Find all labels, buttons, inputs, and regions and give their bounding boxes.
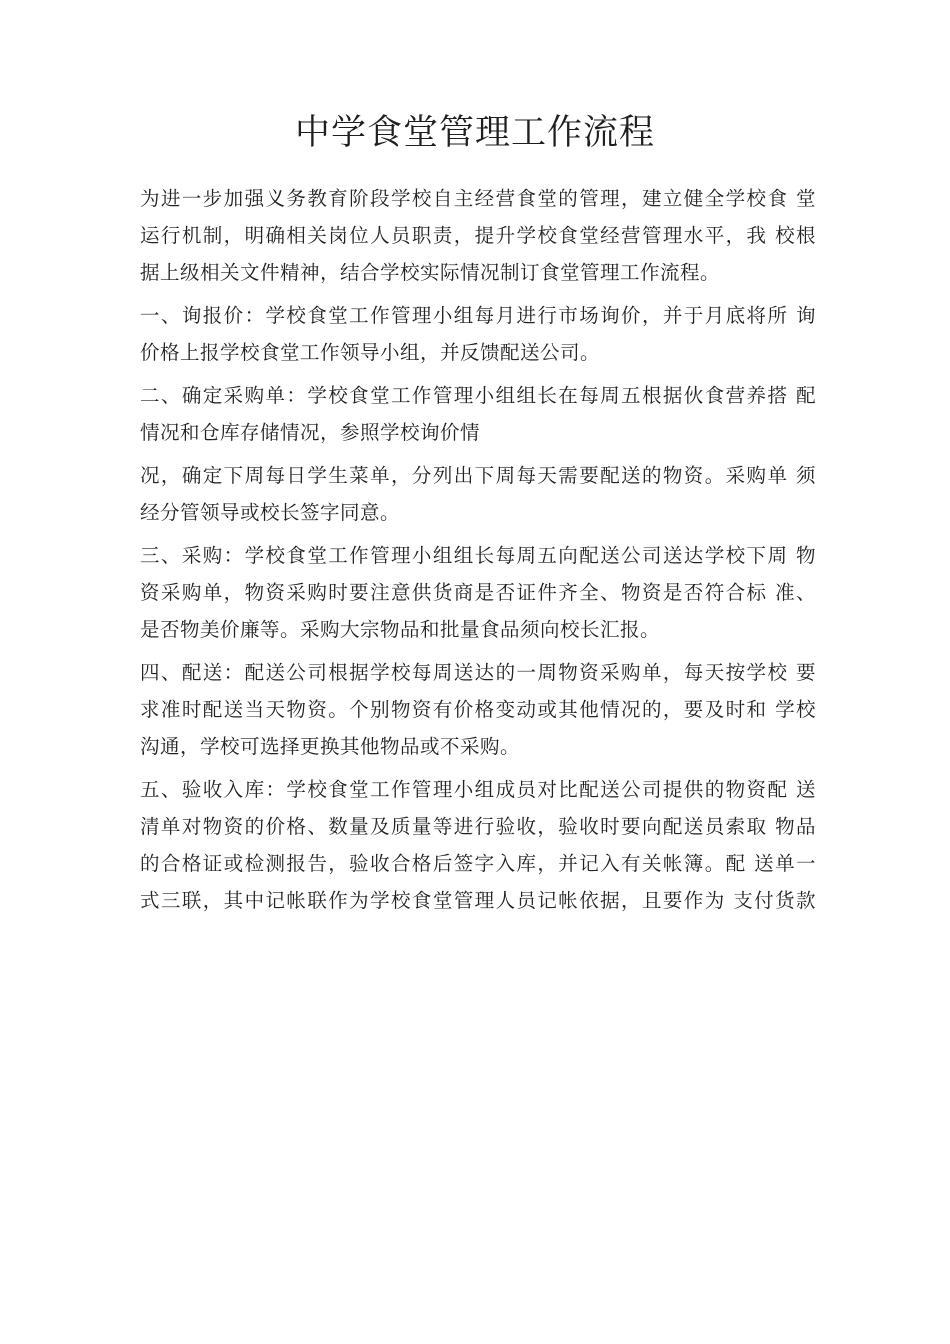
text-line: 经分管领导或校长签字同意。: [140, 501, 401, 524]
paragraph-step-2-continued: [140, 457, 816, 531]
text-line: 据上级相关文件精神，结合学校实际情况制订食堂管理工作流程。: [140, 261, 721, 284]
text-line: 运行机制，明确相关岗位人员职责，提升学校食堂经营管理水平，我 校根: [140, 224, 816, 247]
text-line: 一、询报价：学校食堂工作管理小组每月进行市场询价，并于月底将所 询: [140, 304, 816, 327]
paragraph-step-1-inquiry: [140, 297, 816, 371]
text-line: 价格上报学校食堂工作领导小组，并反馈配送公司。: [140, 341, 601, 364]
text-line: 为进一步加强义务教育阶段学校自主经营食堂的管理，建立健全学校食 堂: [140, 187, 816, 210]
paragraph-step-4-delivery: [140, 654, 816, 765]
text-line: 是否物美价廉等。采购大宗物品和批量食品须向校长汇报。: [140, 618, 661, 641]
paragraph-step-5-inspection: [140, 771, 816, 919]
text-line: 三、采购：学校食堂工作管理小组组长每周五向配送公司送达学校下周 物: [140, 544, 816, 567]
paragraph-step-2-purchase-order: [140, 377, 816, 451]
text-line: 清单对物资的价格、数量及质量等进行验收，验收时要向配送员索取 物品: [140, 815, 816, 838]
text-line: 情况和仓库存储情况，参照学校询价情: [140, 421, 481, 444]
text-line: 五、验收入库：学校食堂工作管理小组成员对比配送公司提供的物资配 送: [140, 778, 816, 801]
document-title: 中学食堂管理工作流程: [294, 113, 655, 153]
document-body: [140, 180, 816, 925]
text-line: 二、确定采购单：学校食堂工作管理小组组长在每周五根据伙食营养搭 配: [140, 384, 816, 407]
text-line: 沟通，学校可选择更换其他物品或不采购。: [140, 735, 521, 758]
text-line: 资采购单，物资采购时要注意供货商是否证件齐全、物资是否符合标 准、: [140, 581, 816, 604]
text-line: 求准时配送当天物资。个别物资有价格变动或其他情况的，要及时和 学校: [140, 698, 816, 721]
text-line: 的合格证或检测报告，验收合格后签字入库，并记入有关帐簿。配 送单一: [140, 852, 816, 875]
text-line: 式三联，其中记帐联作为学校食堂管理人员记帐依据，且要作为 支付货款: [140, 889, 816, 912]
text-line: 况，确定下周每日学生菜单，分列出下周每天需要配送的物资。采购单 须: [140, 464, 816, 487]
text-line: 四、配送：配送公司根据学校每周送达的一周物资采购单，每天按学校 要: [140, 661, 816, 684]
paragraph-intro: [140, 180, 816, 291]
paragraph-step-3-procurement: [140, 537, 816, 648]
